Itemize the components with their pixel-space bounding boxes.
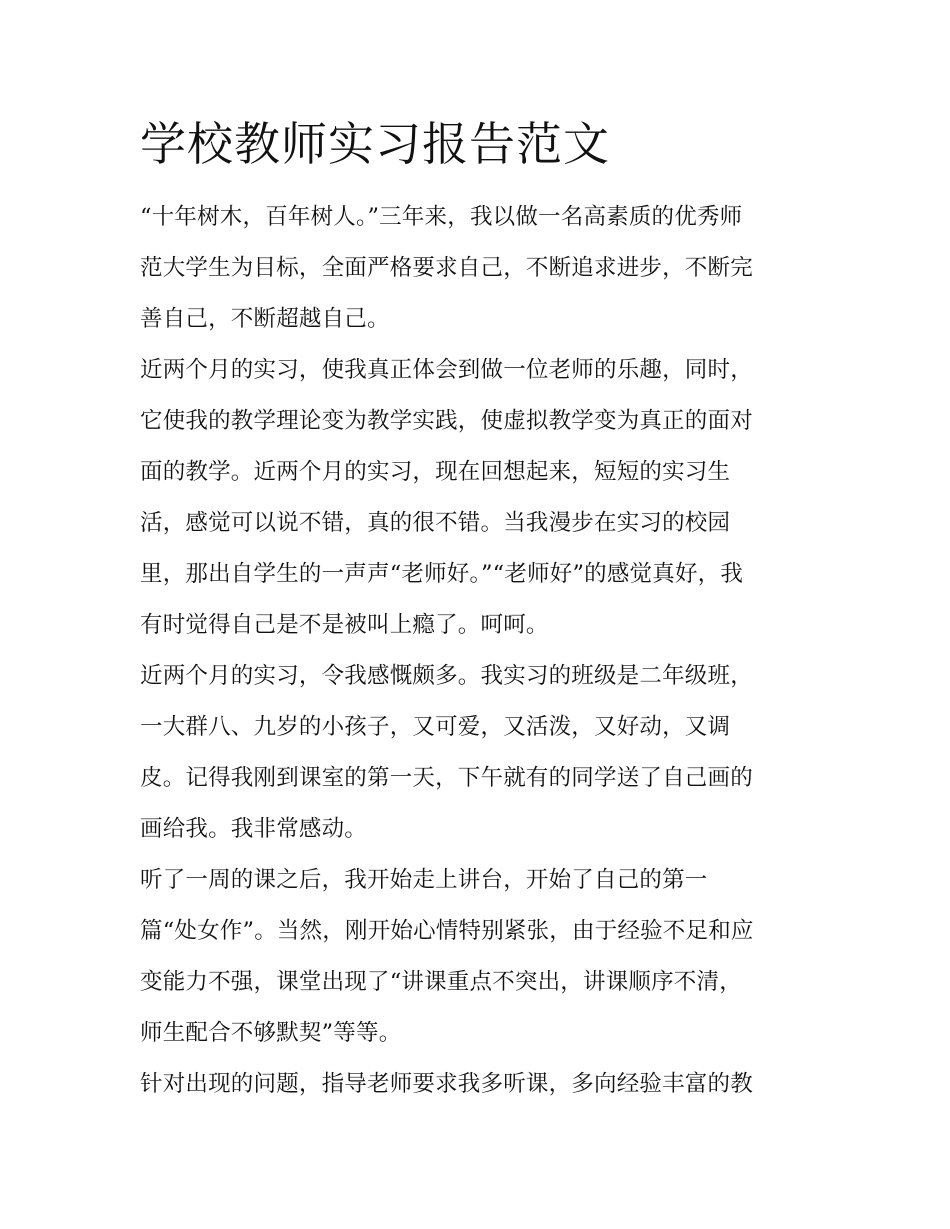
paragraph-4 [140, 855, 820, 1059]
paragraph-line: 近两个月的实习，令我感慨颇多。我实习的班级是二年级班， [140, 663, 753, 689]
paragraph-line: 有时觉得自己是不是被叫上瘾了。呵呵。 [140, 612, 549, 638]
document-content [140, 108, 820, 1110]
paragraph-line: “十年树木，百年树人。”三年来，我以做一名高素质的优秀师 [140, 204, 743, 230]
paragraph-line: 近两个月的实习，使我真正体会到做一位老师的乐趣，同时， [140, 357, 753, 383]
paragraph-line: 针对出现的问题，指导老师要求我多听课，多向经验丰富的教 [140, 1071, 753, 1097]
paragraph-line: 范大学生为目标，全面严格要求自己，不断追求进步，不断完 [140, 255, 753, 281]
paragraph-line: 画给我。我非常感动。 [140, 816, 368, 842]
paragraph-line: 篇“处女作”。当然，刚开始心情特别紧张，由于经验不足和应 [140, 918, 754, 944]
paragraph-line: 面的教学。近两个月的实习，现在回想起来，短短的实习生 [140, 459, 731, 485]
paragraph-1 [140, 192, 820, 345]
paragraph-line: 一大群八、九岁的小孩子，又可爱，又活泼，又好动，又调 [140, 714, 731, 740]
paragraph-3 [140, 651, 820, 855]
paragraph-line: 皮。记得我刚到课室的第一天，下午就有的同学送了自己画的 [140, 765, 753, 791]
paragraph-line: 它使我的教学理论变为教学实践，使虚拟教学变为真正的面对 [140, 408, 753, 434]
paragraph-5 [140, 1059, 820, 1110]
document-title: 学校教师实习报告范文 [140, 117, 610, 171]
paragraph-line: 师生配合不够默契”等等。 [140, 1020, 402, 1046]
paragraph-line: 听了一周的课之后，我开始走上讲台，开始了自己的第一 [140, 867, 708, 893]
paragraph-line: 善自己，不断超越自己。 [140, 306, 390, 332]
paragraph-line: 变能力不强，课堂出现了“讲课重点不突出，讲课顺序不清， [140, 969, 742, 995]
paragraph-line: 里，那出自学生的一声声“老师好。”“老师好”的感觉真好，我 [140, 561, 744, 587]
paragraph-line: 活，感觉可以说不错，真的很不错。当我漫步在实习的校园 [140, 510, 731, 536]
paragraph-2 [140, 345, 820, 651]
